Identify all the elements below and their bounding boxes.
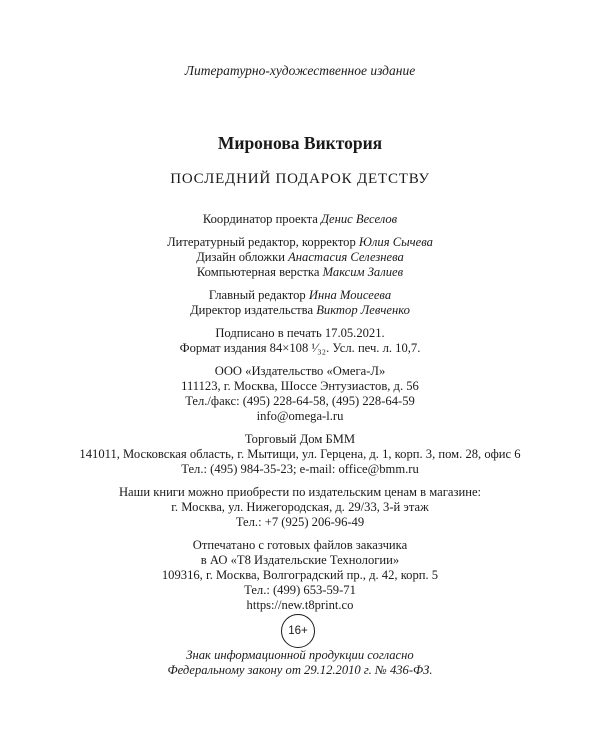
book-title: ПОСЛЕДНИЙ ПОДАРОК ДЕТСТВУ xyxy=(170,171,430,187)
distributor-contacts: Тел.: (495) 984-35-23; e-mail: office@bmm.ru xyxy=(181,462,419,476)
lit-editor-line xyxy=(0,235,600,250)
chief-editor-label: Главный редактор xyxy=(208,288,306,302)
signed-date: Подписано в печать 17.05.2021. xyxy=(215,326,385,340)
publisher-email: info@omega-l.ru xyxy=(256,409,344,423)
printer-block xyxy=(0,538,600,613)
coordinator-block xyxy=(0,212,600,227)
director-name: Виктор Левченко xyxy=(316,303,410,317)
store-line-1: Наши книги можно приобрести по издательским ценам в магазине: xyxy=(118,485,482,499)
publisher-name: ООО «Издательство «Омега-Л» xyxy=(214,364,386,378)
genre-label: Литературно-художественное издание xyxy=(184,63,416,78)
chief-editor-name: Инна Моисеева xyxy=(308,288,392,302)
printer-line-4: Тел.: (499) 653-59-71 xyxy=(244,583,356,597)
info-product-notice xyxy=(0,648,600,678)
coordinator-label: Координатор проекта xyxy=(202,212,318,226)
printer-line-5: https://new.t8print.co xyxy=(246,598,354,612)
distributor-name: Торговый Дом БММ xyxy=(244,432,356,446)
printer-line-1: Отпечатано с готовых файлов заказчика xyxy=(192,538,408,552)
lit-editor-name: Юлия Сычева xyxy=(358,235,433,249)
notice-line-2: Федеральному закону от 29.12.2010 г. № 436-ФЗ. xyxy=(167,663,433,677)
management-block xyxy=(0,288,600,318)
publisher-block xyxy=(0,364,600,424)
store-block xyxy=(0,485,600,530)
cover-design-name: Анастасия Селезнева xyxy=(288,250,404,264)
store-line-2: г. Москва, ул. Нижегородская, д. 29/33, 3-й этаж xyxy=(171,500,429,514)
publisher-phone: Тел./факс: (495) 228-64-58, (495) 228-64-59 xyxy=(185,394,415,408)
distributor-address: 141011, Московская область, г. Мытищи, ул. Герцена, д. 1, корп. 3, пом. 28, офис 6 xyxy=(79,447,521,461)
publisher-address: 111123, г. Москва, Шоссе Энтузиастов, д. 56 xyxy=(181,379,419,393)
printer-line-3: 109316, г. Москва, Волгоградский пр., д. 42, корп. 5 xyxy=(161,568,439,582)
editorial-block xyxy=(0,235,600,280)
print-info-block xyxy=(0,326,600,356)
author-name: Миронова Виктория xyxy=(217,133,383,153)
lit-editor-label: Литературный редактор, корректор xyxy=(167,235,356,249)
cover-design-line xyxy=(0,250,600,265)
layout-name: Максим Залиев xyxy=(322,265,404,279)
edition-format: Формат издания 84×108 ¹⁄₃₂. Усл. печ. л. 10,7. xyxy=(179,341,421,355)
director-label: Директор издательства xyxy=(190,303,314,317)
layout-line xyxy=(0,265,600,280)
cover-design-label: Дизайн обложки xyxy=(196,250,285,264)
director-line xyxy=(0,303,600,318)
coordinator-name: Денис Веселов xyxy=(321,212,398,226)
imprint-details xyxy=(0,212,600,621)
distributor-block xyxy=(0,432,600,477)
coordinator-line xyxy=(0,212,600,227)
chief-editor-line xyxy=(0,288,600,303)
age-rating-badge: 16+ xyxy=(281,614,315,648)
notice-line-1: Знак информационной продукции согласно xyxy=(186,648,414,662)
layout-label: Компьютерная верстка xyxy=(196,265,320,279)
printer-line-2: в АО «Т8 Издательские Технологии» xyxy=(200,553,400,567)
store-line-3: Тел.: +7 (925) 206-96-49 xyxy=(235,515,365,529)
